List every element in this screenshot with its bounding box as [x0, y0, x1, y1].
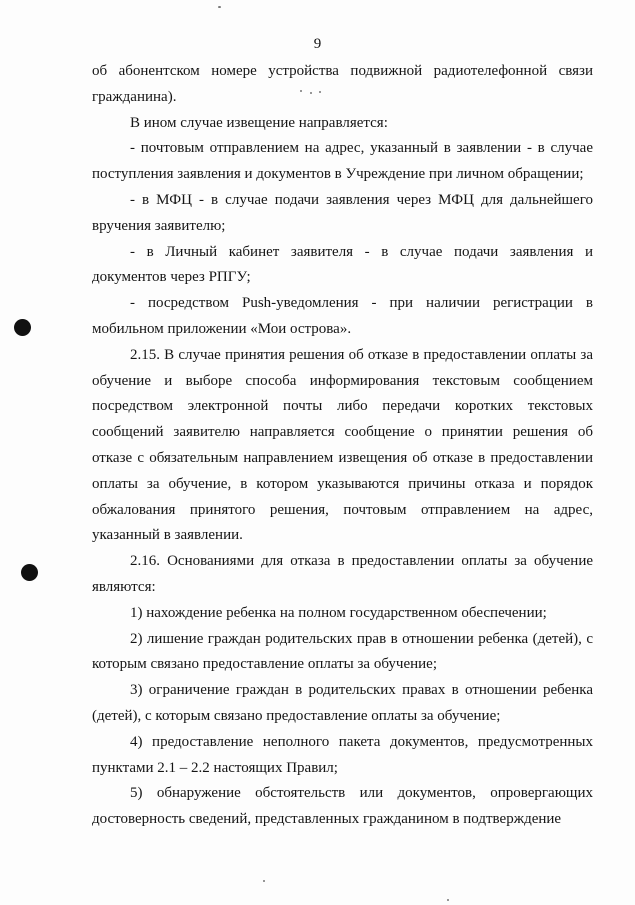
page-number: 9 [313, 36, 322, 52]
paragraph-mfc: - в МФЦ - в случае подачи заявления через МФЦ для дальнейшего вручения заявителю; [92, 191, 593, 234]
list-item-3: 3) ограничение граждан в родительских правах в отношении ребенка (детей), с которым связано предоставление оплаты за обучение; [92, 682, 593, 724]
list-item-1: 1) нахождение ребенка на полном государственном обеспечении; [130, 604, 547, 621]
scan-speck [319, 91, 321, 93]
paragraph-push: - посредством Push-уведомления - при наличии регистрации в мобильном приложении «Мои острова». [92, 295, 593, 337]
list-item-4: 4) предоставление неполного пакета документов, предусмотренных пунктами 2.1 – 2.2 настоящих Правил; [92, 733, 593, 776]
paragraph-continuation: об абонентском номере устройства подвижной радиотелефонной связи гражданина). [92, 63, 593, 105]
paragraph-personal-account: - в Личный кабинет заявителя - в случае подачи заявления и документов через РПГУ; [92, 243, 593, 286]
scan-speck [218, 6, 221, 8]
paragraph-2-16: 2.16. Основаниями для отказа в предоставлении оплаты за обучение являются: [92, 553, 593, 595]
scan-speck [447, 899, 449, 901]
paragraph-postal: - почтовым отправлением на адрес, указанный в заявлении - в случае поступления заявления и документов в Учреждение при личном обращении; [92, 140, 593, 183]
list-item-2: 2) лишение граждан родительских прав в отношении ребенка (детей), с которым связано предоставление оплаты за обучение; [92, 630, 593, 673]
scan-speck [263, 880, 265, 882]
paragraph-2-15: 2.15. В случае принятия решения об отказе в предоставлении оплаты за обучение и выборе способа информирования текстовым сообщением посредством электронной почты либо передачи коротких текстовых сообщений заявителю направляется сообщение о принятии решения об отказе с обязательным направлением извещения об отказе в предоставлении оплаты за обучение, в котором указываются причины отказа и порядок обжалования принятого решения, почтовым отправлением на адрес, указанный в заявлении. [92, 346, 593, 544]
scan-speck [310, 92, 312, 94]
body-text [92, 59, 593, 833]
scan-speck [300, 90, 302, 92]
punch-hole-top [14, 319, 31, 336]
punch-hole-bottom [21, 564, 38, 581]
paragraph-notice-intro: В ином случае извещение направляется: [130, 114, 388, 131]
list-item-5: 5) обнаружение обстоятельств или документов, опровергающих достоверность сведений, представленных гражданином в подтверждение [92, 785, 593, 828]
